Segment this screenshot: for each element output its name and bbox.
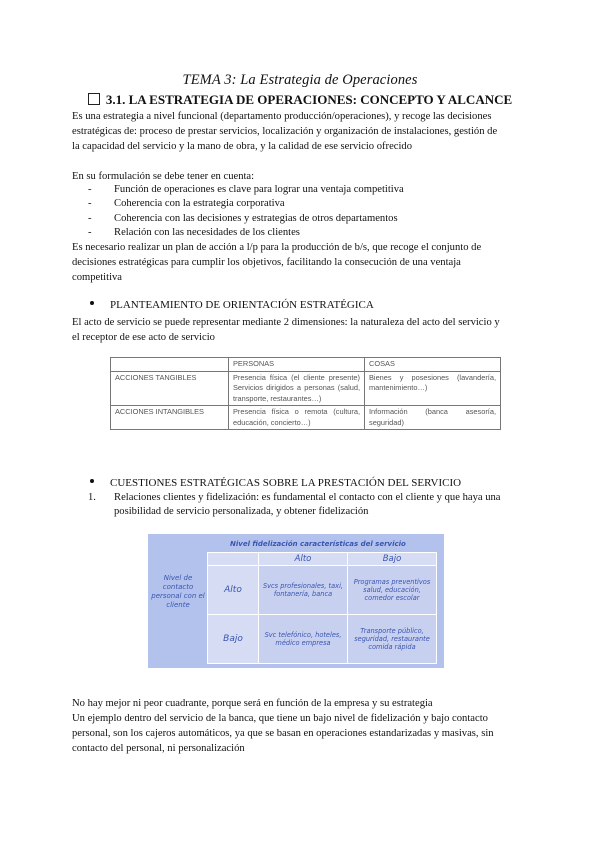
- bullet-heading-issues: [90, 476, 461, 491]
- table-row: [208, 615, 437, 664]
- text-line: competitiva: [72, 272, 123, 283]
- fidelization-matrix: [207, 552, 437, 664]
- plan-paragraph: [72, 240, 532, 285]
- matrix-row-bajo: Bajo: [208, 615, 259, 664]
- matrix-cell: Svcs profesionales, taxi, fontanería, banca: [259, 566, 348, 615]
- formulation-list: [88, 183, 528, 240]
- list-marker: -: [88, 198, 92, 210]
- matrix-cell: Svc telefónico, hoteles, médico empresa: [259, 615, 348, 664]
- list-item-text: Coherencia con la estrategia corporativa: [114, 198, 285, 210]
- list-marker: -: [88, 184, 92, 195]
- matrix-header-bajo: Bajo: [348, 553, 437, 566]
- text-line: la capacidad del servicio y la mano de obra, y la calidad de ese servicio ofrecido: [72, 141, 413, 152]
- example-paragraph: [72, 711, 532, 756]
- list-marker: 1.: [88, 492, 96, 503]
- text-line: Relaciones clientes y fidelización: es fundamental el contacto con el cliente y que haya una: [114, 492, 501, 503]
- text-line: contacto del personal, ni personalización: [72, 743, 245, 754]
- figure-title: Nivel fidelización características del servicio: [230, 540, 406, 548]
- bullet-icon: [90, 301, 94, 305]
- list-item: [88, 212, 528, 226]
- table-row: [208, 566, 437, 615]
- list-item: [88, 183, 528, 197]
- table-cell: Presencia física o remota (cultura, educación, concierto…): [229, 406, 365, 430]
- matrix-row-alto: Alto: [208, 566, 259, 615]
- matrix-cell: Transporte público, seguridad, restaurante comida rápida: [348, 615, 437, 664]
- table-cell: Bienes y posesiones (lavandería, mantenimiento…): [365, 371, 501, 406]
- table-cell: Presencia física (el cliente presente) Servicios dirigidos a personas (salud, transporte, restaurantes…): [229, 371, 365, 406]
- section-heading-text: 3.1. LA ESTRATEGIA DE OPERACIONES: CONCEPTO Y ALCANCE: [105, 92, 513, 107]
- table-header-cosas: COSAS: [365, 358, 501, 372]
- list-item: [88, 491, 528, 520]
- bullet-text: CUESTIONES ESTRATÉGICAS SOBRE LA PRESTACIÓN DEL SERVICIO: [110, 477, 462, 489]
- text-line: Es necesario realizar un plan de acción a l/p para la producción de b/s, que recoge el conjunto de: [72, 242, 482, 253]
- table-row: [111, 371, 501, 406]
- table-row: [111, 406, 501, 430]
- bullet-heading-orientation: [90, 298, 374, 313]
- table-cell-empty: [111, 358, 229, 372]
- list-marker: -: [88, 226, 92, 238]
- page-title: TEMA 3: La Estrategia de Operaciones: [182, 72, 418, 88]
- list-marker: -: [88, 212, 92, 224]
- text-line: posibilidad de servicio personalizada, y obtener fidelización: [114, 506, 369, 518]
- matrix-corner: [208, 553, 259, 566]
- text-line: Un ejemplo dentro del servicio de la banca, que tiene un bajo nivel de fidelización y bajo contacto: [72, 713, 488, 724]
- matrix-cell: Programas preventivos salud, educación, comedor escolar: [348, 566, 437, 615]
- numbered-list: [88, 491, 528, 520]
- figure-side-label: Nivel de contacto personal con el cliente: [151, 574, 205, 609]
- list-item: [88, 226, 528, 240]
- service-act-table: [110, 357, 501, 430]
- text-line: estratégicas de: proceso de prestar servicios, localización y organización de instalaciones, gestión de: [72, 126, 498, 137]
- list-item: [88, 197, 528, 211]
- text-line: Es una estrategia a nivel funcional (departamento producción/operaciones), y recoge las decisiones: [72, 111, 492, 122]
- table-row-label: ACCIONES INTANGIBLES: [111, 406, 229, 430]
- bullet-text: PLANTEAMIENTO DE ORIENTACIÓN ESTRATÉGICA: [110, 299, 374, 311]
- text-line: el receptor de ese acto de servicio: [72, 332, 215, 343]
- text-line: personal, son los cajeros automáticos, ya que se basan en operaciones estandarizadas y masivas, sin: [72, 728, 494, 739]
- formulation-intro: En su formulación se debe tener en cuenta:: [72, 171, 255, 182]
- list-item-text: Relación con las necesidades de los clientes: [114, 226, 300, 238]
- table-row: [111, 358, 501, 372]
- list-item-text: Función de operaciones es clave para lograr una ventaja competitiva: [114, 184, 404, 195]
- section-heading: [0, 92, 600, 108]
- checkbox-icon: [88, 93, 100, 105]
- table-row-label: ACCIONES TANGIBLES: [111, 371, 229, 406]
- text-line: El acto de servicio se puede representar mediante 2 dimensiones: la naturaleza del acto del servicio y: [72, 317, 500, 328]
- table-header-personas: PERSONAS: [229, 358, 365, 372]
- act-paragraph: [72, 315, 532, 345]
- closing-line: No hay mejor ni peor cuadrante, porque será en función de la empresa y su estrategia: [72, 698, 433, 709]
- list-item-text: Coherencia con las decisiones y estrategias de otros departamentos: [114, 212, 398, 224]
- table-cell: Información (banca asesoría, seguridad): [365, 406, 501, 430]
- text-line: decisiones estratégicas para cumplir los objetivos, facilitando la consecución de una ventaja: [72, 257, 461, 268]
- table-row: [208, 553, 437, 566]
- intro-paragraph: [72, 109, 532, 154]
- matrix-header-alto: Alto: [259, 553, 348, 566]
- bullet-icon: [90, 479, 94, 483]
